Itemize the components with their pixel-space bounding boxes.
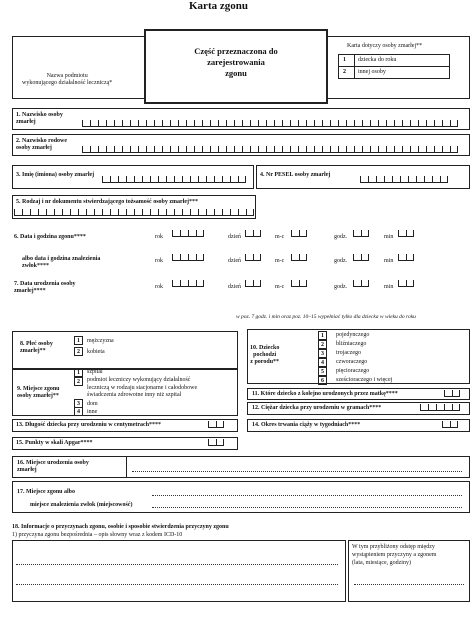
field-17b-label: miejsce znalezienia zwłok (miejscowość) [30, 502, 133, 508]
field-18-cause-box[interactable] [12, 540, 346, 602]
f9-opt-4-box[interactable]: 4 [74, 407, 83, 416]
f6-year-label: rok [155, 234, 163, 240]
instruction-note: w poz. 7 godz. i min oraz poz. 10–15 wypełniać tylko dla dziecka w wieku do roku [236, 314, 416, 320]
f6-min-label: min [384, 234, 394, 240]
field-8-label: 8. Płeć osoby zmarłej** [20, 341, 53, 354]
f10-opt-3-box[interactable]: 3 [318, 349, 327, 358]
f6b-min[interactable] [398, 254, 414, 261]
f10-opt-5-box[interactable]: 5 [318, 367, 327, 376]
card-type-label: Karta dotyczy osoby zmarłej** [347, 43, 423, 49]
f6b-day-label: dzień [228, 258, 241, 264]
f7-hour[interactable] [353, 280, 369, 287]
f10-opt-1-box[interactable]: 1 [318, 331, 327, 340]
f7-month-label: m-c [275, 284, 285, 290]
field-14-label: 14. Okres trwania ciąży w tygodniach**** [252, 422, 361, 428]
f13-comb[interactable] [208, 421, 224, 428]
card-type-option-2[interactable]: innej osoby [358, 69, 386, 75]
field-4-comb[interactable] [360, 176, 448, 183]
f10-opt-3[interactable]: trojaczego [336, 350, 361, 356]
f17-dotted-line-1[interactable] [152, 495, 462, 496]
f17-dotted-line-2[interactable] [152, 507, 462, 508]
field-11-label: 11. Które dziecko z kolejno urodzonych przez matkę**** [252, 391, 398, 397]
f14-comb[interactable] [442, 421, 458, 428]
f7-min-label: min [384, 284, 394, 290]
field-12-label: 12. Ciężar dziecka przy urodzeniu w gramach**** [252, 405, 382, 411]
f10-opt-4-box[interactable]: 4 [318, 358, 327, 367]
f11-comb[interactable] [444, 390, 460, 397]
field-6b-label: albo data i godzina znalezienia zwłok**** [22, 256, 101, 269]
f6-month-label: m-c [275, 234, 285, 240]
card-type-option-2-num[interactable]: 2 [343, 69, 346, 75]
f6-day[interactable] [245, 230, 261, 237]
field-3-comb[interactable] [102, 176, 246, 183]
f10-opt-6[interactable]: sześcioraczego i więcej [336, 377, 393, 383]
f6b-hour-label: godz. [334, 258, 348, 264]
field-4-label: 4. Nr PESEL osoby zmarłej [260, 172, 331, 178]
f6b-year[interactable] [172, 254, 204, 261]
f12-comb[interactable] [420, 404, 460, 411]
f10-opt-6-box[interactable]: 6 [318, 376, 327, 385]
f9-opt-2-box[interactable]: 2 [74, 377, 83, 386]
field-1-label: 1. Nazwisko osoby zmarłej [16, 112, 63, 125]
f10-opt-5[interactable]: pięcioraczego [336, 368, 370, 374]
f6-hour[interactable] [353, 230, 369, 237]
field-2-label: 2. Nazwisko rodowe osoby zmarłej [16, 138, 68, 151]
f8-opt-2-box[interactable]: 2 [74, 347, 83, 356]
f7-month[interactable] [291, 280, 307, 287]
f10-opt-2-box[interactable]: 2 [318, 340, 327, 349]
f10-opt-4[interactable]: czworaczego [336, 359, 368, 365]
f7-day[interactable] [245, 280, 261, 287]
form-title: Karta zgonu [189, 0, 248, 12]
registration-part-title: Część przeznaczona do zarejestrowania zgonu [194, 46, 278, 78]
f7-year[interactable] [172, 280, 204, 287]
field-3-label: 3. Imię (imiona) osoby zmarłej [16, 172, 95, 178]
f9-opt-3-box[interactable]: 3 [74, 399, 83, 408]
field-13-label: 13. Długość dziecka przy urodzeniu w centymetrach**** [16, 422, 162, 428]
field-1-comb[interactable] [82, 120, 458, 127]
f7-year-label: rok [155, 284, 163, 290]
field-18-1-label: 1) przyczyna zgonu bezpośrednia – opis słowny wraz z kodem ICD-10 [12, 532, 183, 538]
f7-day-label: dzień [228, 284, 241, 290]
f6-hour-label: godz. [334, 234, 348, 240]
field-15-label: 15. Punkty w skali Apgar**** [16, 440, 93, 446]
field-6-label: 6. Data i godzina zgonu**** [14, 234, 86, 240]
field-17-label: 17. Miejsce zgonu albo [17, 489, 75, 495]
f15-comb[interactable] [208, 439, 224, 446]
card-type-option-1[interactable]: dziecka do roku [358, 57, 397, 63]
f9-opt-1-box[interactable]: 1 [74, 368, 83, 377]
field-5-label: 5. Rodzaj i nr dokumentu stwierdzającego tożsamość osoby zmarłej*** [16, 199, 199, 205]
field-10-label: 10. Dziecko pochodzi z porodu** [250, 345, 280, 365]
f16-dotted-line[interactable] [132, 471, 462, 472]
f6b-hour[interactable] [353, 254, 369, 261]
field-18-label: 18. Informacje o przyczynach zgonu, osobie i sposobie stwierdzenia przyczyny zgonu [12, 524, 229, 530]
f18-dotted-line-2[interactable] [16, 584, 338, 585]
f6b-year-label: rok [155, 258, 163, 264]
f8-opt-2[interactable]: kobieta [87, 349, 105, 355]
f9-opt-4[interactable]: inne [87, 409, 98, 415]
f9-opt-2[interactable]: podmiot leczniczy wykonujący działalność leczniczą w rodzaju stacjonarne i całodobowe świadczenia zdrowotne inny niż szpital [87, 377, 198, 398]
field-2-comb[interactable] [82, 146, 458, 153]
f6b-min-label: min [384, 258, 394, 264]
f6b-month[interactable] [291, 254, 307, 261]
f10-opt-2[interactable]: bliźniaczego [336, 341, 367, 347]
field-9-label: 9. Miejsce zgonu osoby zmarłej** [17, 386, 60, 399]
f8-opt-1[interactable]: mężczyzna [87, 338, 114, 344]
divider [126, 456, 127, 478]
card-type-option-1-num[interactable]: 1 [343, 57, 346, 63]
field-18-interval-label: W tym przybliżony odstęp między wystąpieniem przyczyny a zgonem (lata, miesiące, godziny) [352, 544, 437, 566]
f6-year[interactable] [172, 230, 204, 237]
issuer-label: Nazwa podmiotu wykonującego działalność leczniczą* [22, 73, 113, 86]
f9-opt-3[interactable]: dom [87, 401, 98, 407]
field-7-label: 7. Data urodzenia osoby zmarłej**** [14, 281, 76, 294]
f6b-day[interactable] [245, 254, 261, 261]
f7-hour-label: godz. [334, 284, 348, 290]
f6-month[interactable] [291, 230, 307, 237]
field-16-label: 16. Miejsce urodzenia osoby zmarłej [17, 460, 89, 473]
f6-day-label: dzień [228, 234, 241, 240]
f6-min[interactable] [398, 230, 414, 237]
f9-opt-1[interactable]: szpital [87, 369, 103, 375]
f6b-month-label: m-c [275, 258, 285, 264]
f7-min[interactable] [398, 280, 414, 287]
f18-interval-dotted[interactable] [354, 584, 464, 585]
f10-opt-1[interactable]: pojedynczego [336, 332, 370, 338]
divider [354, 54, 355, 79]
field-5-comb[interactable] [14, 209, 254, 216]
f18-dotted-line-1[interactable] [16, 564, 338, 565]
f8-opt-1-box[interactable]: 1 [74, 336, 83, 345]
